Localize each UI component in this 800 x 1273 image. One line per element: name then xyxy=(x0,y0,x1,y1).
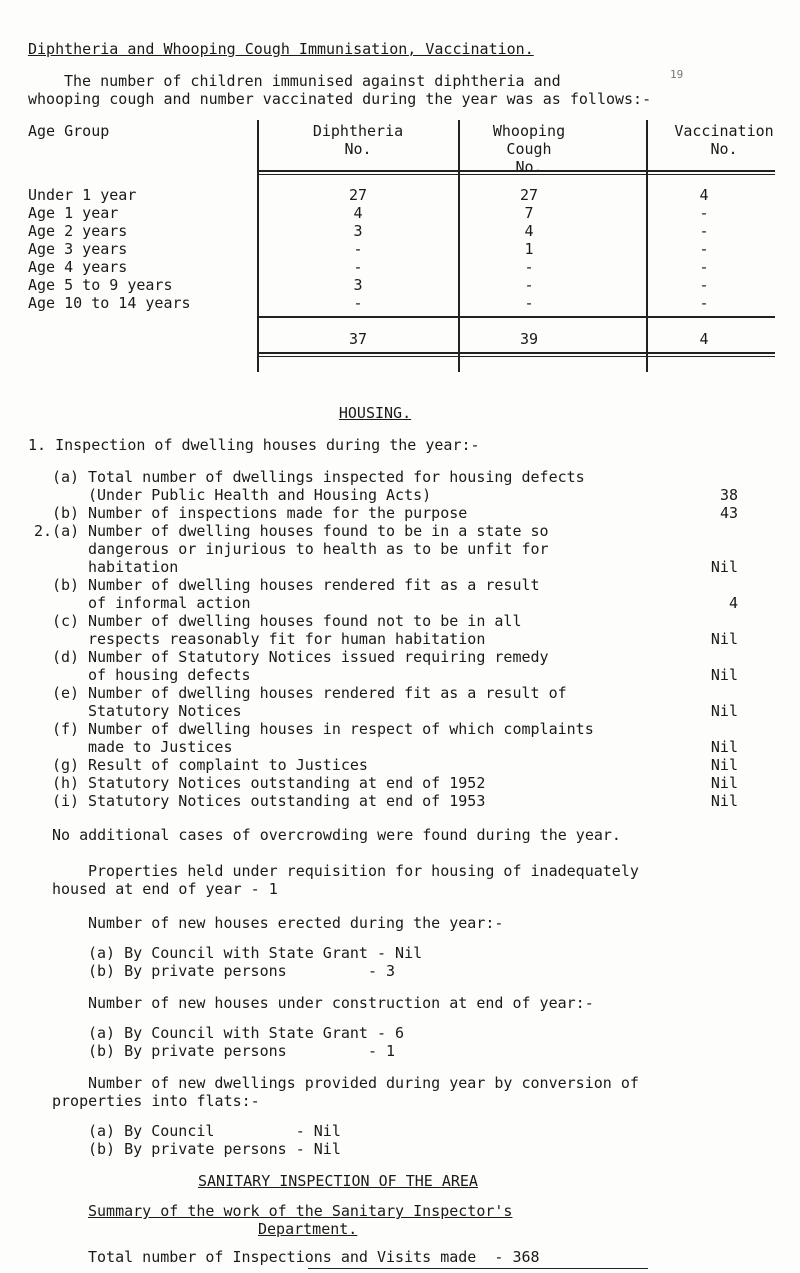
intro-line-2: whooping cough and number vaccinated during the year was as follows:- xyxy=(28,90,652,108)
conversion-title-1: Number of new dwellings provided during year by conversion of xyxy=(88,1074,639,1092)
sanitary-summary-2: Department. xyxy=(258,1220,358,1238)
page-heading: Diphtheria and Whooping Cough Immunisation, Vaccination. xyxy=(28,40,534,58)
total-inspections: Total number of Inspections and Visits made - 368 xyxy=(88,1248,540,1266)
conversion-b: (b) By private persons - Nil xyxy=(88,1140,341,1158)
construction-title: Number of new houses under construction at end of year:- xyxy=(88,994,594,1012)
construction-a: (a) By Council with State Grant - 6 xyxy=(88,1024,405,1042)
conversion-title-2: properties into flats:- xyxy=(52,1092,260,1110)
housing-title: HOUSING. xyxy=(338,404,412,422)
construction-b: (b) By private persons - 1 xyxy=(88,1042,396,1060)
intro-line-1: The number of children immunised against diphtheria and xyxy=(64,72,561,90)
conversion-a: (a) By Council - Nil xyxy=(88,1122,341,1140)
new-houses-a: (a) By Council with State Grant - Nil xyxy=(88,944,423,962)
col-header-whooping-cough: Cough xyxy=(506,140,552,158)
col-header-whooping-no: No. xyxy=(515,158,543,176)
new-houses-b: (b) By private persons - 3 xyxy=(88,962,396,980)
col-header-vaccination-no: No. xyxy=(710,140,738,158)
col-header-vaccination: Vaccination xyxy=(674,122,774,140)
col-header-diphtheria-no: No. xyxy=(344,140,372,158)
page-mark: 19 xyxy=(670,68,684,81)
total-diphtheria: 37 xyxy=(348,330,368,348)
table-header-rule xyxy=(257,170,775,175)
table-totals-rule xyxy=(257,316,775,318)
requisition-line-1: Properties held under requisition for housing of inadequately xyxy=(88,862,639,880)
sanitary-title: SANITARY INSPECTION OF THE AREA xyxy=(198,1172,478,1190)
housing-section-1: 1. Inspection of dwelling houses during the year:- xyxy=(28,436,480,454)
sanitary-summary-1: Summary of the work of the Sanitary Inspector's xyxy=(88,1202,513,1220)
overcrowding-note: No additional cases of overcrowding were found during the year. xyxy=(52,826,621,844)
table-bottom-rule xyxy=(257,352,775,357)
total-vaccination: 4 xyxy=(699,330,709,348)
col-header-whooping: Whooping xyxy=(492,122,566,140)
col-header-age-group: Age Group xyxy=(28,122,110,140)
total-whooping: 39 xyxy=(519,330,539,348)
requisition-line-2: housed at end of year - 1 xyxy=(52,880,278,898)
bottom-rule xyxy=(308,1268,648,1269)
new-houses-title: Number of new houses erected during the year:- xyxy=(88,914,504,932)
col-header-diphtheria: Diphtheria xyxy=(312,122,404,140)
